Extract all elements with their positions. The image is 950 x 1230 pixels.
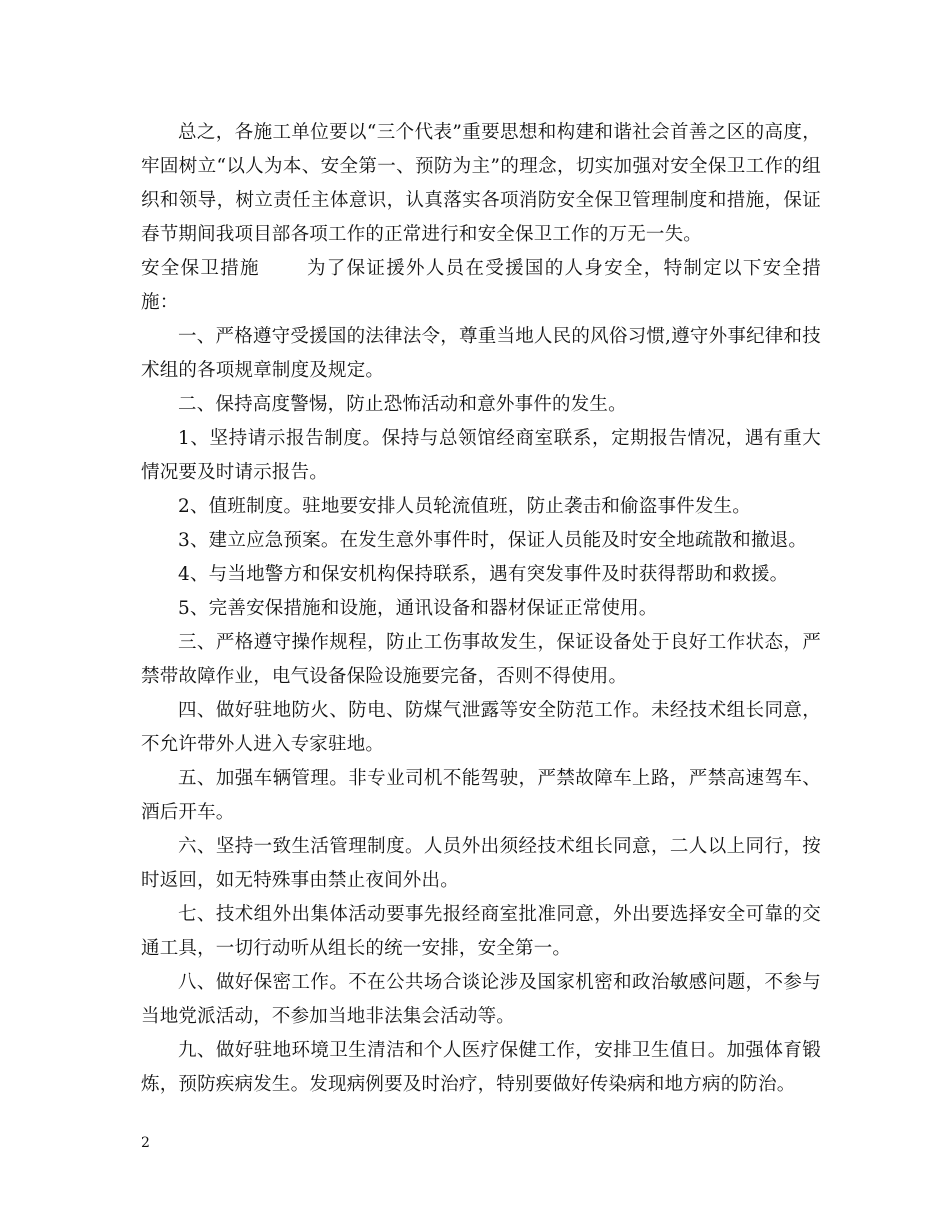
paragraph-item-1: 一、严格遵守受援国的法律法令，尊重当地人民的风俗习惯,遵守外事纪律和技术组的各项规章制度及规定。 xyxy=(141,326,821,381)
document-body xyxy=(141,116,821,1102)
paragraph-item-8: 八、做好保密工作。不在公共场合谈论涉及国家机密和政治敏感问题，不参与当地党派活动，不参加当地非法集会活动等。 xyxy=(141,972,821,1027)
paragraph-subitem-1: 1、坚持请示报告制度。保持与总领馆经商室联系，定期报告情况，遇有重大情况要及时请示报告。 xyxy=(141,428,821,483)
paragraph-summary: 总之，各施工单位要以“三个代表”重要思想和构建和谐社会首善之区的高度，牢固树立“以人为本、安全第一、预防为主”的理念，切实加强对安全保卫工作的组织和领导，树立责任主体意识，认真落实各项消防安全保卫管理制度和措施，保证春节期间我项目部各项工作的正常进行和安全保卫工作的万无一失。 xyxy=(141,122,821,245)
paragraph-item-7: 七、技术组外出集体活动要事先报经商室批准同意，外出要选择安全可靠的交通工具，一切行动听从组长的统一安排，安全第一。 xyxy=(141,904,821,959)
page-number: 2 xyxy=(141,1135,150,1151)
section-heading-line xyxy=(141,252,821,320)
section-intro: 为了保证援外人员在受援国的人身安全，特制定以下安全措施： xyxy=(141,258,821,313)
paragraph-item-4: 四、做好驻地防火、防电、防煤气泄露等安全防范工作。未经技术组长同意，不允许带外人进入专家驻地。 xyxy=(141,700,821,755)
paragraph-subitem-5: 5、完善安保措施和设施，通讯设备和器材保证正常使用。 xyxy=(178,598,658,619)
paragraph-subitem-4: 4、与当地警方和保安机构保持联系，遇有突发事件及时获得帮助和救援。 xyxy=(178,564,789,585)
paragraph-item-9: 九、做好驻地环境卫生清洁和个人医疗保健工作，安排卫生值日。加强体育锻炼，预防疾病发生。发现病例要及时治疗，特别要做好传染病和地方病的防治。 xyxy=(141,1040,821,1095)
paragraph-subitem-2: 2、值班制度。驻地要安排人员轮流值班，防止袭击和偷盗事件发生。 xyxy=(178,496,751,517)
paragraph-item-3: 三、严格遵守操作规程，防止工伤事故发生，保证设备处于良好工作状态，严禁带故障作业，电气设备保险设施要完备，否则不得使用。 xyxy=(141,632,821,687)
paragraph-item-2: 二、保持高度警惕，防止恐怖活动和意外事件的发生。 xyxy=(178,394,627,415)
paragraph-item-6: 六、坚持一致生活管理制度。人员外出须经技术组长同意，二人以上同行，按时返回，如无特殊事由禁止夜间外出。 xyxy=(141,836,821,891)
paragraph-subitem-3: 3、建立应急预案。在发生意外事件时，保证人员能及时安全地疏散和撤退。 xyxy=(178,530,808,551)
section-heading: 安全保卫措施 xyxy=(141,258,260,279)
paragraph-item-5: 五、加强车辆管理。非专业司机不能驾驶，严禁故障车上路，严禁高速驾车、酒后开车。 xyxy=(141,768,821,823)
